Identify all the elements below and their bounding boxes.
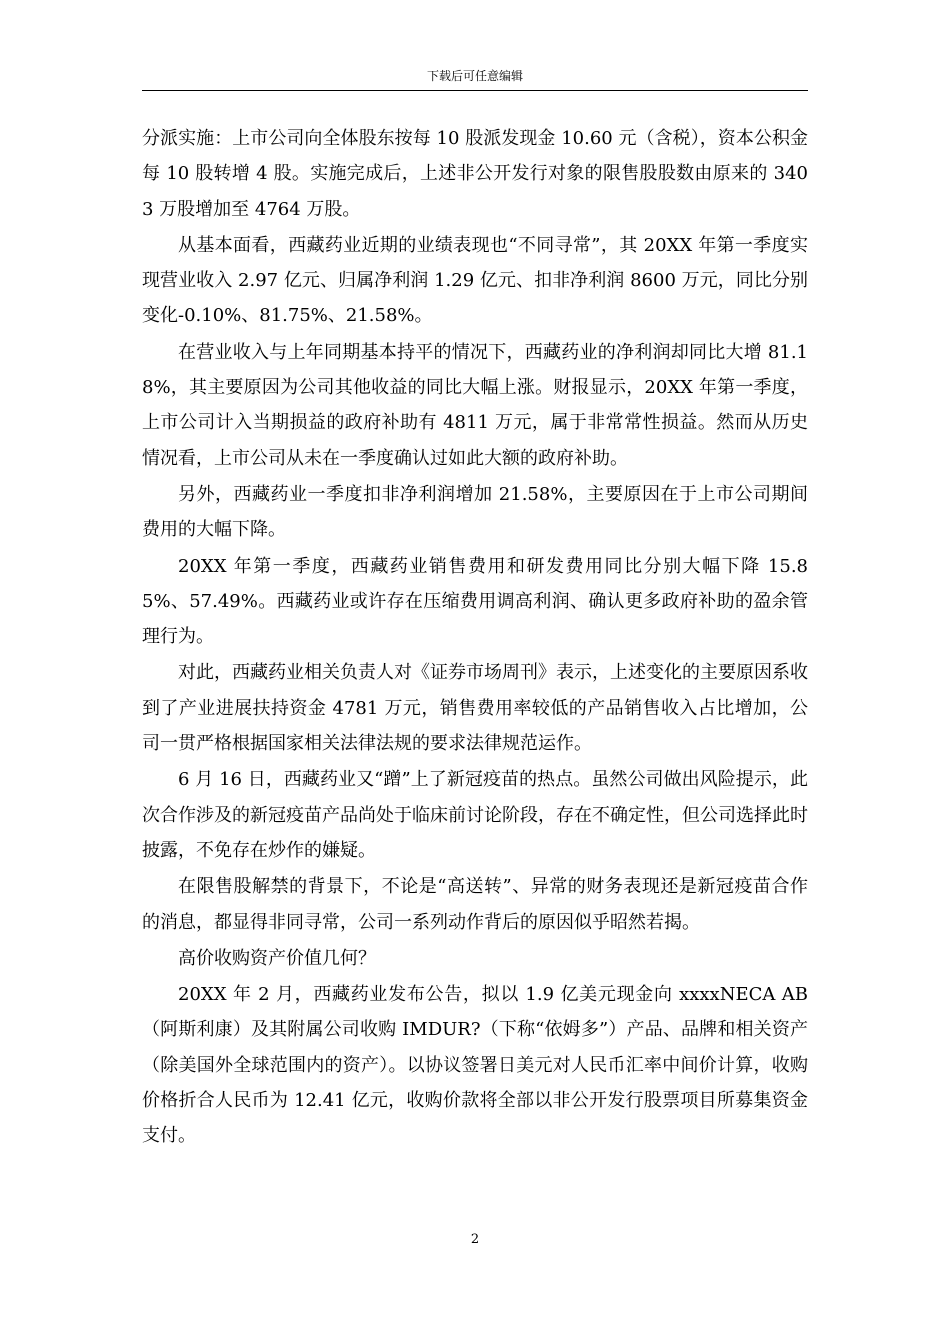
paragraph-company-response: 对此，西藏药业相关负责人对《证券市场周刊》表示，上述变化的主要原因系收到了产业进展扶持资金 4781 万元，销售费用率较低的产品销售收入占比增加，公司一贯严格根据国家相关法律法规的要求法律规范运作。 <box>142 662 808 755</box>
paragraph-unlock-background: 在限售股解禁的背景下，不论是“高送转”、异常的财务表现还是新冠疫苗合作的消息，都显得非同寻常，公司一系列动作背后的原因似乎昭然若揭。 <box>142 876 808 933</box>
section-heading: 高价收购资产价值几何？ <box>178 947 376 969</box>
page-header: 下载后可任意编辑 <box>426 69 523 83</box>
page-number: 2 <box>470 1232 480 1247</box>
paragraph-dividend: 分派实施：上市公司向全体股东按每 10 股派发现金 10.60 元（含税），资本公积金每 10 股转增 4 股。实施完成后，上述非公开发行对象的限售股股数由原来的 3403 万股增加至 4764 万股。 <box>142 128 808 220</box>
document-body <box>142 121 808 1155</box>
paragraph-expenses: 另外，西藏药业一季度扣非净利润增加 21.58%，主要原因在于上市公司期间费用的大幅下降。 <box>142 483 808 541</box>
paragraph-net-profit: 在营业收入与上年同期基本持平的情况下，西藏药业的净利润却同比大增 81.18%，其主要原因为公司其他收益的同比大幅上涨。财报显示，20XX 年第一季度，上市公司计入当期损益的政府补助有 4811 万元，属于非常常性损益。然而从历史情况看，上市公司从未在一季度确认过如此大额的政府补助。 <box>142 341 808 469</box>
paragraph-vaccine: 6 月 16 日，西藏药业又“蹭”上了新冠疫苗的热点。虽然公司做出风险提示，此次合作涉及的新冠疫苗产品尚处于临床前讨论阶段，存在不确定性，但公司选择此时披露，不免存在炒作的嫌疑。 <box>142 769 808 861</box>
header-divider <box>142 90 808 91</box>
paragraph-acquisition: 20XX 年 2 月，西藏药业发布公告，拟以 1.9 亿美元现金向 xxxxNECA AB（阿斯利康）及其附属公司收购 IMDUR?（下称“依姆多”）产品、品牌和相关资产（除美国外全球范围内的资产）。以协议签署日美元对人民币汇率中间价计算，收购价格折合人民币为 12.41 亿元，收购价款将全部以非公开发行股票项目所募集资金支付。 <box>142 984 808 1147</box>
paragraph-fundamentals: 从基本面看，西藏药业近期的业绩表现也“不同寻常”，其 20XX 年第一季度实现营业收入 2.97 亿元、归属净利润 1.29 亿元、扣非净利润 8600 万元，同比分别变化-0.10%、81.75%、21.58%。 <box>142 234 808 327</box>
paragraph-cost-cuts: 20XX 年第一季度，西藏药业销售费用和研发费用同比分别大幅下降 15.85%、57.49%。西藏药业或许存在压缩费用调高利润、确认更多政府补助的盈余管理行为。 <box>142 555 808 648</box>
